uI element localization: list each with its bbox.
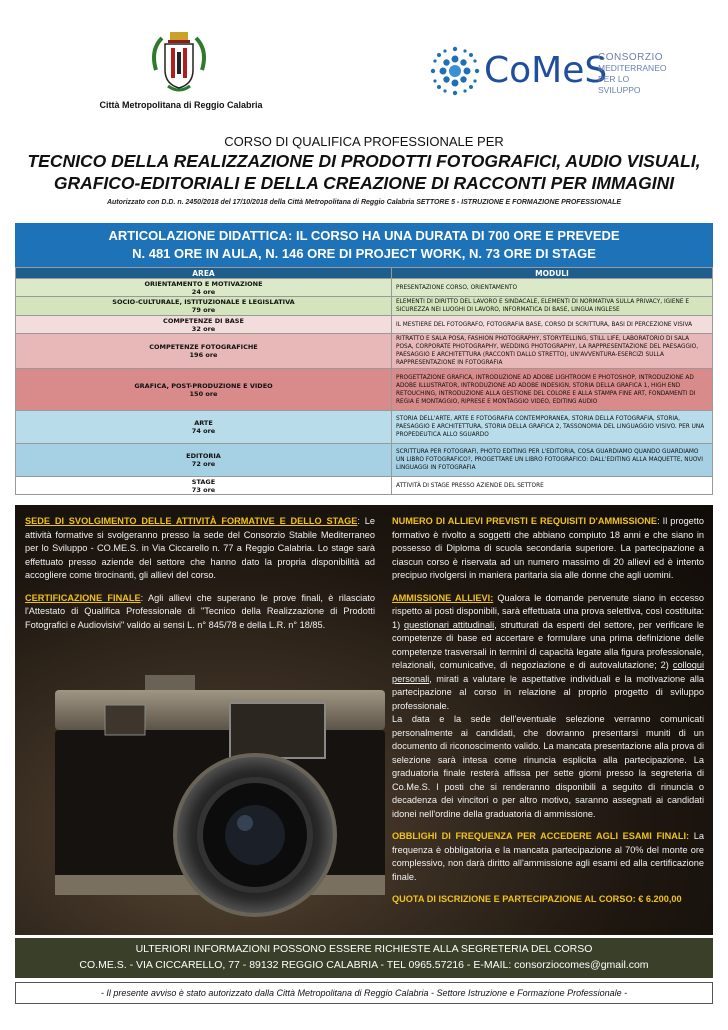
modules-cell: SCRITTURA PER FOTOGRAFI, PHOTO EDITING PER L'EDITORIA, COSA GUARDIAMO QUANDO GUARDIAMO UN LIBRO FOTOGRAFICO?, PROGETTARE UN LIBRO FOTOGRAFICO: DALL'EDITING ALLA MAQUETTE, NUOVI LINGUAGGI IN FOTOGRAFIA (392, 444, 713, 477)
left-column (25, 515, 375, 641)
comes-brand: CoMeS (484, 50, 608, 91)
header (0, 0, 728, 120)
contact-info-box (15, 938, 713, 978)
quota-title: QUOTA DI ISCRIZIONE E PARTECIPAZIONE AL CORSO: (392, 894, 636, 904)
area-cell (16, 334, 392, 369)
curriculum-banner: ARTICOLAZIONE DIDATTICA: IL CORSO HA UNA DURATA DI 700 ORE E PREVEDE N. 481 ORE IN AULA, N. 146 ORE DI PROJECT WORK, N. 73 ORE DI STAGE (15, 223, 713, 267)
area-cell (16, 444, 392, 477)
sede-paragraph: SEDE DI SVOLGIMENTO DELLE ATTIVITÀ FORMATIVE E DELLO STAGE: Le attività formative si svolgeranno presso la sede del Consorzio Stabile Mediterraneo per lo Sviluppo - CO.ME.S. in Via Ciccarello n. 77 a Reggio Calabria. Lo stage sarà effettuato presso aziende del settore che hanno dato la propria disponibilità ad accogliere come tirocinanti, gli allievi del corso. (25, 516, 375, 580)
table-row (16, 444, 713, 477)
modules-cell: STORIA DELL'ARTE, ARTE E FOTOGRAFIA CONTEMPORANEA, STORIA DELLA FOTOGRAFIA, STORIA, PAESAGGIO E ARCHITETTURA, STORIA DELLA GRAFICA 2, TASSONOMIA DEL LINGUAGGIO VISIVO. PER UNA PROPEDEUTICA ALLO SGUARDO (392, 411, 713, 444)
obblighi-title: OBBLIGHI DI FREQUENZA PER ACCEDERE AGLI ESAMI FINALI: (392, 831, 690, 841)
area-cell (16, 477, 392, 495)
area-name: ORIENTAMENTO E MOTIVAZIONE (144, 279, 263, 288)
certificazione-paragraph: CERTIFICAZIONE FINALE: Agli allievi che superano le prove finali, è rilasciato l'Attestato di Qualifica Professionale di "Tecnico della Realizzazione di Prodotti Fotografici e Audiovisivi" valido ai sensi L. n° 845/78 e della L.R. n° 18/85. (25, 592, 375, 630)
authorization-line: Autorizzato con D.D. n. 2450/2018 del 17/10/2018 della Città Metropolitana di Reggio Calabria SETTORE 5 - ISTRUZIONE E FORMAZIONE PROFESSIONALE (106, 199, 622, 206)
area-name: EDITORIA (186, 452, 221, 460)
table-row (16, 297, 713, 316)
area-name: GRAFICA, POST-PRODUZIONE E VIDEO (134, 381, 273, 390)
ammissione-paragraph: AMMISSIONE ALLIEVI: Qualora le domande pervenute siano in eccesso rispetto ai posti disponibili, sarà effettuata una prova selettiva, così costituita: 1) questionari attitudinali, strutturati da esperti del settore, per verificare le competenze di base ed accertare e formulare una prima definizione delle competenze trasversali in termini di capacità legate alla figura professionale, relazionali, comunicative, di negoziazione e di autovalutazione; 2) colloqui personali, mirati a valutare le aspettative individuali e la motivazione alla partecipazione al corso in relazione al proprio progetto di sviluppo professionale. (392, 592, 704, 711)
table-row (16, 477, 713, 495)
quota-paragraph (392, 893, 704, 907)
area-name: COMPETENZE FOTOGRAFICHE (149, 343, 258, 351)
area-hours: 150 ore (189, 389, 218, 398)
numero-title: NUMERO DI ALLIEVI PREVISTI E REQUISITI D'AMMISSIONE (392, 516, 658, 526)
area-cell (16, 316, 392, 334)
modules-cell: PROGETTAZIONE GRAFICA, INTRODUZIONE AD ADOBE LIGHTROOM E PHOTOSHOP, INTRODUZIONE AD ADOBE ILLUSTRATOR, INTRODUZIONE AD ADOBE INDESIGN, STORIA DELLA GRAFICA 1, HIGH END RETOUCHING, INTRODUZIONE ALLA GESTIONE DEL COLORE E ALLA STAMPA FINE ART, FONDAMENTI DI REGIA E MONTAGGIO, RIPRESE E MONTAGGIO VIDEO, EDITING AUDIO (392, 369, 713, 411)
selezione-paragraph: La data e la sede dell'eventuale selezione verranno comunicati personalmente ai candidati, che dovranno presentarsi muniti di un documento di riconoscimento valido. La mancata presentazione alla prova di selezione sarà intesa come rinuncia esplicita alla partecipazione. La graduatoria finale resterà affissa per sette giorni presso la segreteria di Co.Me.S. I posti che si renderanno disponibili a seguito di rinuncia o decadenza dei vincitori o per altro motivo, saranno assegnati ai candidati idonei nell'ordine della graduatoria di ammissione. (392, 714, 704, 819)
course-title: TECNICO DELLA REALIZZAZIONE DI PRODOTTI FOTOGRAFICI, AUDIO VISUALI, GRAFICO-EDITORIALI E DELLA CREAZIONE DI RACCONTI PER IMMAGINI (27, 151, 701, 193)
area-hours: 32 ore (191, 324, 216, 333)
area-name: COMPETENZE DI BASE (163, 316, 244, 325)
table-header-area: AREA (16, 268, 392, 279)
comes-dots-icon (430, 46, 480, 96)
sede-title: SEDE DI SVOLGIMENTO DELLE ATTIVITÀ FORMATIVE E DELLO STAGE (25, 516, 358, 526)
city-crest-icon (148, 30, 210, 96)
table-row (16, 334, 713, 369)
cert-title: CERTIFICAZIONE FINALE (25, 592, 141, 603)
ammissione-title: AMMISSIONE ALLIEVI: (392, 592, 494, 603)
modules-cell: ATTIVITÀ DI STAGE PRESSO AZIENDE DEL SETTORE (392, 477, 713, 495)
table-row (16, 369, 713, 411)
modules-cell: PRESENTAZIONE CORSO, ORIENTAMENTO (392, 279, 713, 297)
comes-logo (430, 46, 670, 98)
numero-paragraph: NUMERO DI ALLIEVI PREVISTI E REQUISITI D'AMMISSIONE: Il progetto formativo è rivolto a soggetti che abbiano compiuto 18 anni e che siano in possesso di Diploma di scuola secondaria superiore. La partecipazione a ciascun corso è riservata ad un numero massimo di 20 allievi ed è intento precipuo rivolgersi in maniera paritaria sia alle donne che agli uomini. (392, 516, 705, 580)
area-hours: 196 ore (189, 351, 218, 359)
quota-value: € 6.200,00 (635, 894, 682, 904)
table-row (16, 316, 713, 334)
obblighi-paragraph: OBBLIGHI DI FREQUENZA PER ACCEDERE AGLI ESAMI FINALI: La frequenza è obbligatoria e la mancata partecipazione al 70% del monte ore complessivo, non darà diritto all'ammissione agli esami ed alla certificazione finale. (392, 831, 705, 882)
city-name: Città Metropolitana di Reggio Calabria (99, 100, 263, 110)
area-name: ARTE (194, 419, 213, 427)
modules-cell: ELEMENTI DI DIRITTO DEL LAVORO E SINDACALE, ELEMENTI DI NORMATIVA SULLA PRIVACY, IGIENE E SICUREZZA NEI LUOGHI DI LAVORO, INFORMATICA DI BASE, LINGUA INGLESE (392, 297, 713, 316)
modules-cell: IL MESTIERE DEL FOTOGRAFO, FOTOGRAFIA BASE, CORSO DI SCRITTURA, BASI DI PERCEZIONE VISIVA (392, 316, 713, 334)
area-cell (16, 297, 392, 316)
contact-info-line2: CO.ME.S. - VIA CICCARELLO, 77 - 89132 REGGIO CALABRIA - TEL 0965.57216 - E-MAIL: consorziocomes@gmail.com (79, 959, 649, 971)
right-column (392, 515, 704, 907)
area-cell (16, 411, 392, 444)
area-name: STAGE (191, 477, 216, 486)
footer-note: - Il presente avviso è stato autorizzato dalla Città Metropolitana di Reggio Calabria - Settore Istruzione e Formazione Professionale - (15, 982, 713, 1004)
comes-subtitle: CONSORZIO MEDITERRANEO PER LO SVILUPPO (598, 52, 667, 95)
contact-info-line1: ULTERIORI INFORMAZIONI POSSONO ESSERE RICHIESTE ALLA SEGRETERIA DEL CORSO (135, 943, 593, 955)
area-name: SOCIO-CULTURALE, ISTITUZIONALE E LEGISLATIVA (112, 298, 295, 306)
modules-cell: RITRATTO E SALA POSA, FASHION PHOTOGRAPHY, STORYTELLING, STILL LIFE, LABORATORIO DI SALA POSA, CORPORATE PHOTOGRAPHY, WEDDING PHOTOGRAPHY, LA RAPPRESENTAZIONE DEL PAESAGGIO, PAESAGGIO E ARCHITETTURA (RACCONTI DALLO STRETTO), UN'AVVENTURA-ESERCIZI SULLA RAPPRESENTAZIONE IN FOTOGRAFIA (392, 334, 713, 369)
table-row (16, 411, 713, 444)
course-kicker: CORSO DI QUALIFICA PROFESSIONALE PER (224, 134, 504, 149)
area-hours: 24 ore (191, 287, 216, 296)
table-header-moduli: MODULI (392, 268, 713, 279)
area-cell (16, 279, 392, 297)
info-section (15, 505, 713, 935)
table-row (16, 279, 713, 297)
curriculum-table (15, 267, 713, 495)
area-hours: 72 ore (191, 460, 216, 468)
area-hours: 73 ore (191, 485, 216, 494)
area-hours: 79 ore (191, 306, 216, 314)
area-cell (16, 369, 392, 411)
area-hours: 74 ore (191, 427, 216, 435)
